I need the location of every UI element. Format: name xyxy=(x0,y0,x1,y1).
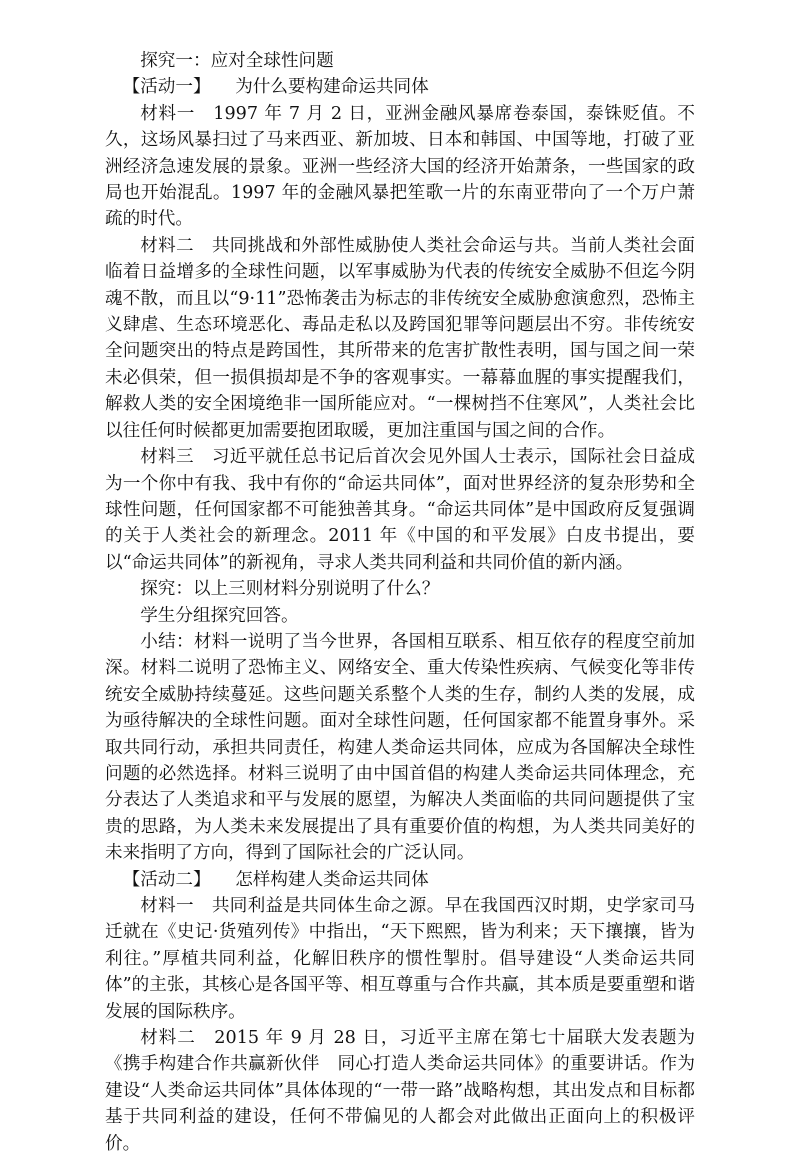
activity-one-heading xyxy=(105,74,695,100)
activity-two-material-2: 材料二 2015 年 9 月 28 日，习近平主席在第七十届联大发表题为《携手构建合作共赢新伙伴 同心打造人类命运共同体》的重要讲话。作为建设“人类命运共同体”具体体现的“一带一路”战略构想，其出发点和目标都基于共同利益的建设，任何不带偏见的人都会对此做出正面向上的积极评价。 xyxy=(105,1028,695,1154)
inquiry-question: 探究：以上三则材料分别说明了什么？ xyxy=(140,579,440,600)
activity-two-title: 怎样构建人类命运共同体 xyxy=(235,869,429,890)
activity-two-material-1: 材料一 共同利益是共同体生命之源。早在我国西汉时期，史学家司马迁就在《史记·货殖列传》中指出，“天下熙熙，皆为利来；天下攘攘，皆为利往。”厚植共同利益，化解旧秩序的惯性掣肘。倡导建设“人类命运共同体”的主张，其核心是各国平等、相互尊重与合作共赢，其本质是要重塑和谐发展的国际秩序。 xyxy=(105,896,695,1022)
activity-one-material-2: 材料二 共同挑战和外部性威胁使人类社会命运与共。当前人类社会面临着日益增多的全球性问题，以军事威胁为代表的传统安全威胁不但迄今阴魂不散，而且以“9·11”恐怖袭击为标志的非传统安全威胁愈演愈烈，恐怖主义肆虐、生态环境恶化、毒品走私以及跨国犯罪等问题层出不穷。非传统安全问题突出的特点是跨国性，其所带来的危害扩散性表明，国与国之间一荣未必俱荣，但一损俱损却是不争的客观事实。一幕幕血腥的事实提醒我们，解救人类的安全困境绝非一国所能应对。“一棵树挡不住寒风”，人类社会比以往任何时候都更加需要抱团取暖，更加注重国与国之间的合作。 xyxy=(105,235,695,441)
activity-one-title: 为什么要构建命运共同体 xyxy=(235,77,429,98)
inquiry-answer: 学生分组探究回答。 xyxy=(140,605,299,626)
activity-one-material-1: 材料一 1997 年 7 月 2 日，亚洲金融风暴席卷泰国，泰铢贬值。不久，这场风暴扫过了马来西亚、新加坡、日本和韩国、中国等地，打破了亚洲经济急速发展的景象。亚洲一些经济大国的经济开始萧条，一些国家的政局也开始混乱。1997 年的金融风暴把笙歌一片的东南亚带向了一个万户萧疏的时代。 xyxy=(105,103,695,230)
activity-two-tag: 【活动二】 xyxy=(122,869,211,890)
section-title: 探究一：应对全球性问题 xyxy=(140,51,334,71)
activity-two-heading xyxy=(105,867,695,893)
activity-one-tag: 【活动一】 xyxy=(122,77,211,98)
activity-one-material-3: 材料三 习近平就任总书记后首次会见外国人士表示，国际社会日益成为一个你中有我、我中有你的“命运共同体”，面对世界经济的复杂形势和全球性问题，任何国家都不可能独善其身。“命运共同体”是中国政府反复强调的关于人类社会的新理念。2011 年《中国的和平发展》白皮书提出，要以“命运共同体”的新视角，寻求人类共同利益和共同价值的新内涵。 xyxy=(105,447,695,573)
summary-paragraph: 小结：材料一说明了当今世界，各国相互联系、相互依存的程度空前加深。材料二说明了恐怖主义、网络安全、重大传染性疾病、气候变化等非传统安全威胁持续蔓延。这些问题关系整个人类的生存，制约人类的发展，成为亟待解决的全球性问题。面对全球性问题，任何国家都不能置身事外。采取共同行动，承担共同责任，构建人类命运共同体，应成为各国解决全球性问题的必然选择。材料三说明了由中国首倡的构建人类命运共同体理念，充分表达了人类追求和平与发展的愿望，为解决人类面临的共同问题提供了宝贵的思路，为人类未来发展提出了具有重要价值的构想，为人类共同美好的未来指明了方向，得到了国际社会的广泛认同。 xyxy=(105,631,695,864)
document-page xyxy=(105,48,695,1157)
